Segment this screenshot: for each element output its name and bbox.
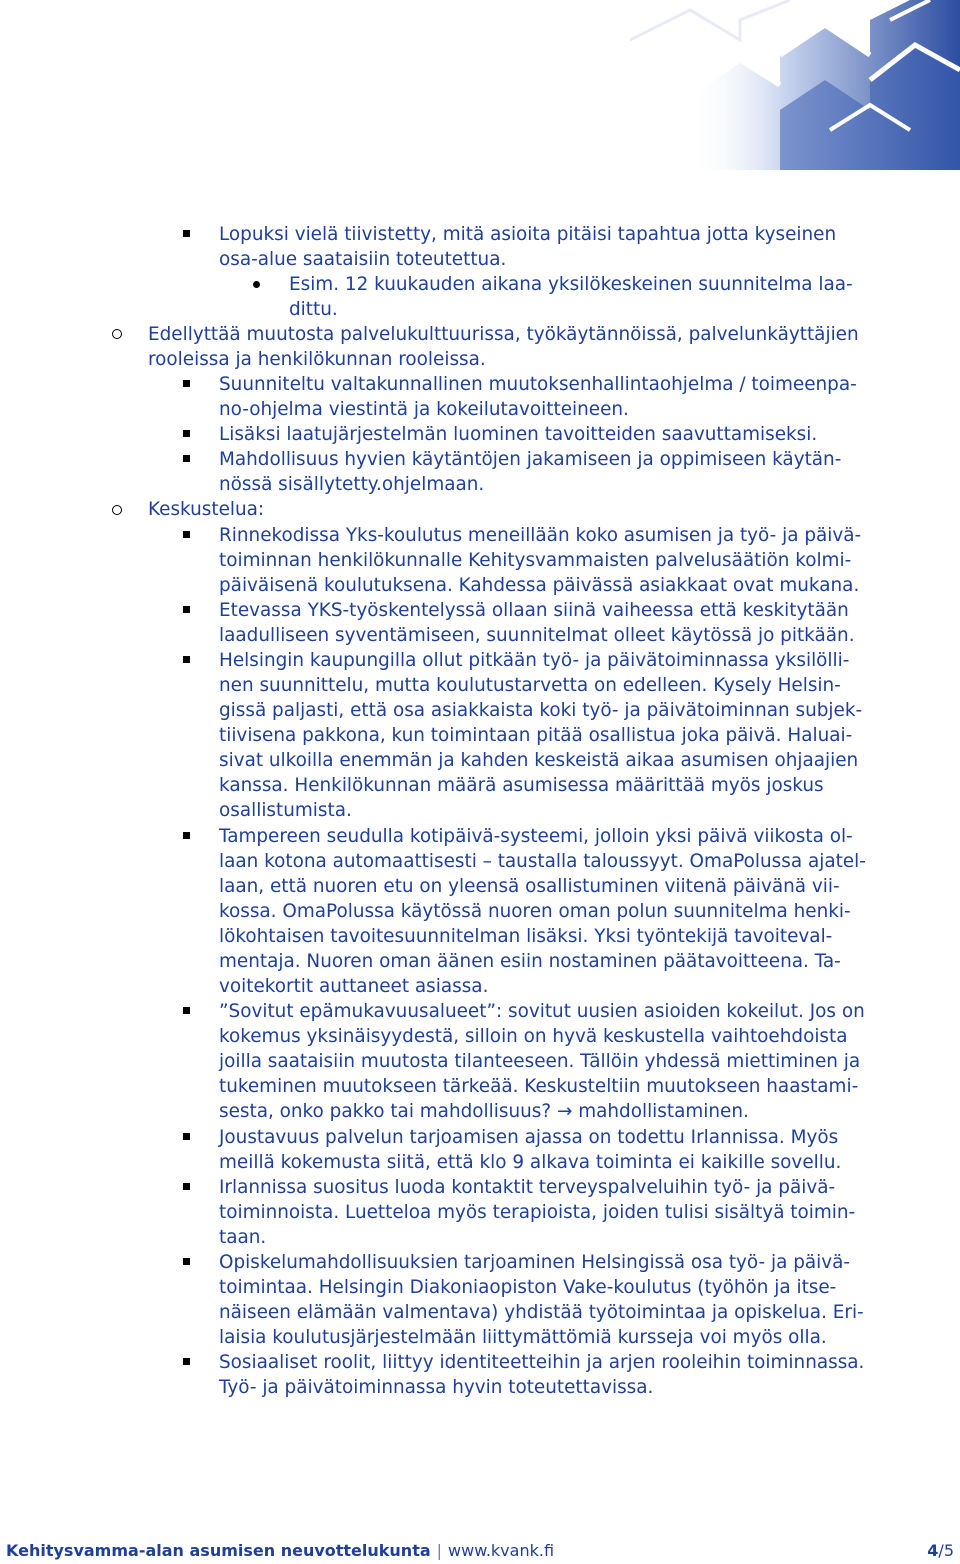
text-line: ”Sovitut epämukavuusalueet”: sovitut uusien asioiden kokeilut. Jos on (219, 1001, 865, 1022)
text-line: Suunniteltu valtakunnallinen muutoksenhallintaohjelma / toimeenpa- (219, 374, 857, 395)
text-line: gissä paljasti, että osa asiakkaista koki työ- ja päivätoiminnan subjek- (219, 700, 863, 721)
footer-organization: Kehitysvamma-alan asumisen neuvottelukunta (6, 1541, 431, 1560)
square-bullet-icon (183, 1358, 190, 1365)
text-line: no-ohjelma viestintä ja kokeilutavoitteineen. (219, 399, 629, 420)
page-footer (6, 1540, 554, 1562)
text-line: laan, että nuoren etu on yleensä osallistuminen viitenä päivänä vii- (219, 876, 840, 897)
text-line: toiminnan henkilökunnalle Kehitysvammaisten palvelusäätiön kolmi- (219, 550, 852, 571)
text-line: Rinnekodissa Yks-koulutus meneillään koko asumisen ja työ- ja päivä- (219, 525, 862, 546)
page-current: 4 (927, 1541, 939, 1560)
square-bullet-icon (183, 531, 190, 538)
text-line: lökohtaisen tavoitesuunnitelman lisäksi. Yksi työntekijä tavoiteval- (219, 926, 833, 947)
text-line: Etevassa YKS-työskentelyssä ollaan siinä vaiheessa että keskitytään (219, 600, 849, 621)
text-line: laisia koulutusjärjestelmään liittymättömiä kursseja voi myös olla. (219, 1327, 827, 1348)
house-roofs-logo-icon (630, 0, 960, 170)
text-line: toimintaa. Helsingin Diakoniaopiston Vake-koulutus (työhön ja itse- (219, 1277, 837, 1298)
text-line: tiivisena pakkona, kun toimintaan pitää osallistua joka päivä. Haluai- (219, 725, 853, 746)
text-line: osallistumista. (219, 800, 352, 821)
text-line: nen suunnittelu, mutta koulutustarvetta on edelleen. Kysely Helsin- (219, 675, 841, 696)
text-line: Lopuksi vielä tiivistetty, mitä asioita pitäisi tapahtua jotta kyseinen (219, 224, 837, 245)
text-line: toiminnoista. Luetteloa myös terapioista, joiden tulisi sisältyä toimin- (219, 1202, 856, 1223)
text-line: Irlannissa suositus luoda kontaktit terveyspalveluihin työ- ja päivä- (219, 1177, 836, 1198)
text-line: voitekortit auttaneet asiassa. (219, 976, 489, 997)
text-line: Sosiaaliset roolit, liittyy identiteetteihin ja arjen rooleihin toiminnassa. (219, 1352, 865, 1373)
text-line: laadulliseen syventämiseen, suunnitelmat olleet käytössä jo pitkään. (219, 625, 855, 646)
text-line: osa-alue saataisiin toteutettua. (219, 249, 507, 270)
text-line: päiväisenä koulutuksena. Kahdessa päivässä asiakkaat ovat mukana. (219, 575, 860, 596)
page-number (927, 1540, 954, 1562)
text-line: Lisäksi laatujärjestelmän luominen tavoitteiden saavuttamiseksi. (219, 424, 818, 445)
circle-bullet-icon (112, 505, 122, 515)
text-line: Keskustelua: (148, 499, 265, 520)
text-line: kossa. OmaPolussa käytössä nuoren oman polun suunnitelma henki- (219, 901, 851, 922)
text-line: dittu. (289, 299, 338, 320)
square-bullet-icon (183, 606, 190, 613)
text-line: mentaja. Nuoren oman äänen esiin nostaminen päätavoitteena. Ta- (219, 951, 841, 972)
square-bullet-icon (183, 1183, 190, 1190)
text-line: Esim. 12 kuukauden aikana yksilökeskeinen suunnitelma laa- (289, 274, 853, 295)
text-line: Työ- ja päivätoiminnassa hyvin toteutettavissa. (219, 1377, 654, 1398)
text-line: Tampereen seudulla kotipäivä-systeemi, jolloin yksi päivä viikosta ol- (219, 826, 853, 847)
text-line: taan. (219, 1227, 267, 1248)
text-line: kanssa. Henkilökunnan määrä asumisessa määrittää myös joskus (219, 775, 824, 796)
text-line: tukeminen muutokseen tärkeää. Keskusteltiin muutokseen haastami- (219, 1076, 859, 1097)
text-line: meillä kokemusta siitä, että klo 9 alkava toiminta ei kaikille sovellu. (219, 1152, 842, 1173)
circle-bullet-icon (112, 329, 122, 339)
text-line: sivat ulkoilla enemmän ja kahden keskeistä aikaa asumisen ohjaajien (219, 750, 859, 771)
round-bullet-icon (253, 281, 260, 288)
square-bullet-icon (183, 1007, 190, 1014)
text-line: nössä sisällytetty.ohjelmaan. (219, 474, 485, 495)
text-line: joilla saataisiin muutosta tilanteeseen. Tällöin yhdessä miettiminen ja (219, 1051, 861, 1072)
square-bullet-icon (183, 455, 190, 462)
text-line: Helsingin kaupungilla ollut pitkään työ- ja päivätoiminnassa yksilölli- (219, 650, 850, 671)
square-bullet-icon (183, 656, 190, 663)
text-line: näiseen elämään valmentava) yhdistää työtoimintaa ja opiskelua. Eri- (219, 1302, 864, 1323)
square-bullet-icon (183, 1258, 190, 1265)
text-line: Opiskelumahdollisuuksien tarjoaminen Helsingissä osa työ- ja päivä- (219, 1252, 851, 1273)
text-line: Mahdollisuus hyvien käytäntöjen jakamiseen ja oppimiseen käytän- (219, 449, 842, 470)
footer-url-link[interactable]: www.kvank.fi (448, 1541, 555, 1560)
footer-separator: | (436, 1541, 443, 1560)
text-line: sesta, onko pakko tai mahdollisuus? → mahdollistaminen. (219, 1101, 749, 1122)
square-bullet-icon (183, 430, 190, 437)
text-line: kokemus yksinäisyydestä, silloin on hyvä keskustella vaihtoehdoista (219, 1026, 848, 1047)
square-bullet-icon (183, 832, 190, 839)
text-line: rooleissa ja henkilökunnan rooleissa. (148, 349, 486, 370)
text-line: Joustavuus palvelun tarjoamisen ajassa on todettu Irlannissa. Myös (219, 1127, 839, 1148)
page-total: /5 (938, 1541, 954, 1560)
square-bullet-icon (183, 1133, 190, 1140)
square-bullet-icon (183, 230, 190, 237)
text-line: laan kotona automaattisesti – taustalla taloussyyt. OmaPolussa ajatel- (219, 851, 866, 872)
square-bullet-icon (183, 380, 190, 387)
text-line: Edellyttää muutosta palvelukulttuurissa, työkäytännöissä, palvelunkäyttäjien (148, 324, 859, 345)
